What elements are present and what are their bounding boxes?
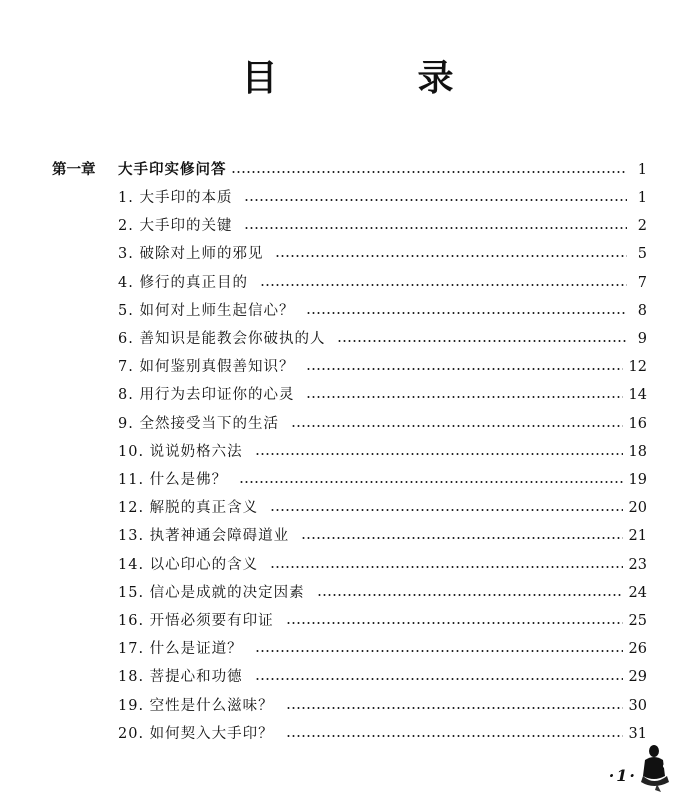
chapter-label: 第一章 [52, 162, 96, 178]
toc-entry[interactable] [118, 186, 647, 210]
toc-entry-title: 3. 破除对上师的邪见 [118, 246, 264, 263]
toc-entry-page-number: 31 [628, 725, 647, 742]
toc-entry-page-number: 1 [637, 190, 647, 206]
toc-entry-page-number: 21 [628, 528, 647, 545]
dot-leader [306, 396, 622, 398]
dot-leader [239, 481, 622, 483]
dot-leader [291, 425, 623, 427]
dot-leader [270, 566, 622, 568]
toc-entry-page-number: 24 [628, 584, 647, 601]
toc-entry-title: 6. 善知识是能教会你破执的人 [118, 331, 326, 347]
dot-leader [244, 199, 627, 201]
seated-figure-logo-icon [637, 742, 673, 794]
toc-entry-page-number: 29 [628, 669, 647, 686]
footer-page-number: ·1· [608, 766, 637, 785]
toc-entry[interactable] [118, 242, 647, 266]
toc-entry-title: 7. 如何鉴别真假善知识？ [118, 359, 295, 376]
toc-entry-title: 13. 执著神通会障碍道业 [118, 528, 290, 545]
dot-leader [255, 678, 623, 680]
toc-entry-title: 11. 什么是佛？ [118, 472, 228, 488]
dot-leader [255, 650, 623, 652]
dot-leader [306, 312, 627, 314]
toc-entry-page-number: 5 [637, 246, 647, 263]
chapter-title: 大手印实修问答 [118, 162, 227, 178]
dot-leader [260, 284, 627, 286]
toc-entry-page-number: 2 [637, 218, 647, 235]
dot-leader [286, 735, 623, 737]
toc-entry[interactable] [118, 722, 647, 746]
toc-entry[interactable] [118, 581, 647, 605]
dot-leader [231, 171, 628, 173]
toc-entry-page-number: 14 [628, 387, 647, 404]
toc-entry-title: 1. 大手印的本质 [118, 190, 233, 206]
toc-entry-title: 12. 解脱的真正含义 [118, 500, 259, 517]
toc-entry[interactable] [118, 496, 647, 520]
dot-leader [275, 255, 627, 257]
toc-entry-title: 14. 以心印心的含义 [118, 556, 259, 573]
toc-entry[interactable] [118, 694, 647, 718]
toc-entry-page-number: 19 [628, 472, 647, 488]
toc-entry-page-number: 23 [628, 556, 647, 573]
toc-entry[interactable] [118, 383, 647, 407]
toc-entry-page-number: 25 [628, 613, 647, 629]
toc-entry-title: 8. 用行为去印证你的心灵 [118, 387, 295, 404]
toc-entry-title: 16. 开悟必须要有印证 [118, 613, 274, 629]
toc-entry-title: 2. 大手印的关键 [118, 218, 233, 235]
chapter-page-number: 1 [637, 162, 647, 178]
dot-leader [286, 622, 623, 624]
toc-entry-page-number: 26 [628, 641, 647, 658]
toc-entry-title: 5. 如何对上师生起信心？ [118, 302, 295, 319]
toc-entry[interactable] [118, 355, 647, 379]
dot-leader [244, 227, 627, 229]
dot-leader [286, 707, 623, 709]
toc-entry-page-number: 16 [628, 415, 647, 432]
toc-entry-title: 18. 菩提心和功德 [118, 669, 243, 686]
dot-leader [306, 368, 622, 370]
toc-entry[interactable] [118, 637, 647, 661]
toc-entry[interactable] [118, 440, 647, 464]
toc-entry[interactable] [118, 299, 647, 323]
chapter-heading-row[interactable] [52, 158, 647, 182]
toc-entry-title: 10. 说说奶格六法 [118, 443, 243, 460]
toc-entry-page-number: 9 [637, 331, 647, 347]
toc-entry-title: 15. 信心是成就的决定因素 [118, 584, 305, 601]
toc-entry-page-number: 12 [628, 359, 647, 376]
toc-entry-title: 20. 如何契入大手印？ [118, 725, 274, 742]
page-title: 目 录 [241, 58, 506, 99]
toc-entry-title: 17. 什么是证道？ [118, 641, 243, 658]
toc-entry[interactable] [118, 524, 647, 548]
toc-entry-page-number: 18 [628, 443, 647, 460]
dot-leader [317, 594, 623, 596]
toc-entry-title: 9. 全然接受当下的生活 [118, 415, 279, 432]
toc-entry-page-number: 7 [637, 274, 647, 291]
dot-leader [337, 340, 627, 342]
toc-entry[interactable] [118, 412, 647, 436]
toc-entry[interactable] [118, 271, 647, 295]
toc-entry[interactable] [118, 468, 647, 492]
toc-entry[interactable] [118, 553, 647, 577]
toc-entry-page-number: 8 [637, 302, 647, 319]
dot-leader [255, 453, 623, 455]
toc-entry-title: 4. 修行的真正目的 [118, 274, 248, 291]
dot-leader [270, 509, 622, 511]
toc-entry[interactable] [118, 609, 647, 633]
toc-entry-page-number: 20 [628, 500, 647, 517]
toc-entry-title: 19. 空性是什么滋味？ [118, 697, 274, 714]
toc-entry[interactable] [118, 665, 647, 689]
toc-entry[interactable] [118, 327, 647, 351]
dot-leader [301, 537, 622, 539]
toc-entry[interactable] [118, 214, 647, 238]
toc-entry-page-number: 30 [628, 697, 647, 714]
